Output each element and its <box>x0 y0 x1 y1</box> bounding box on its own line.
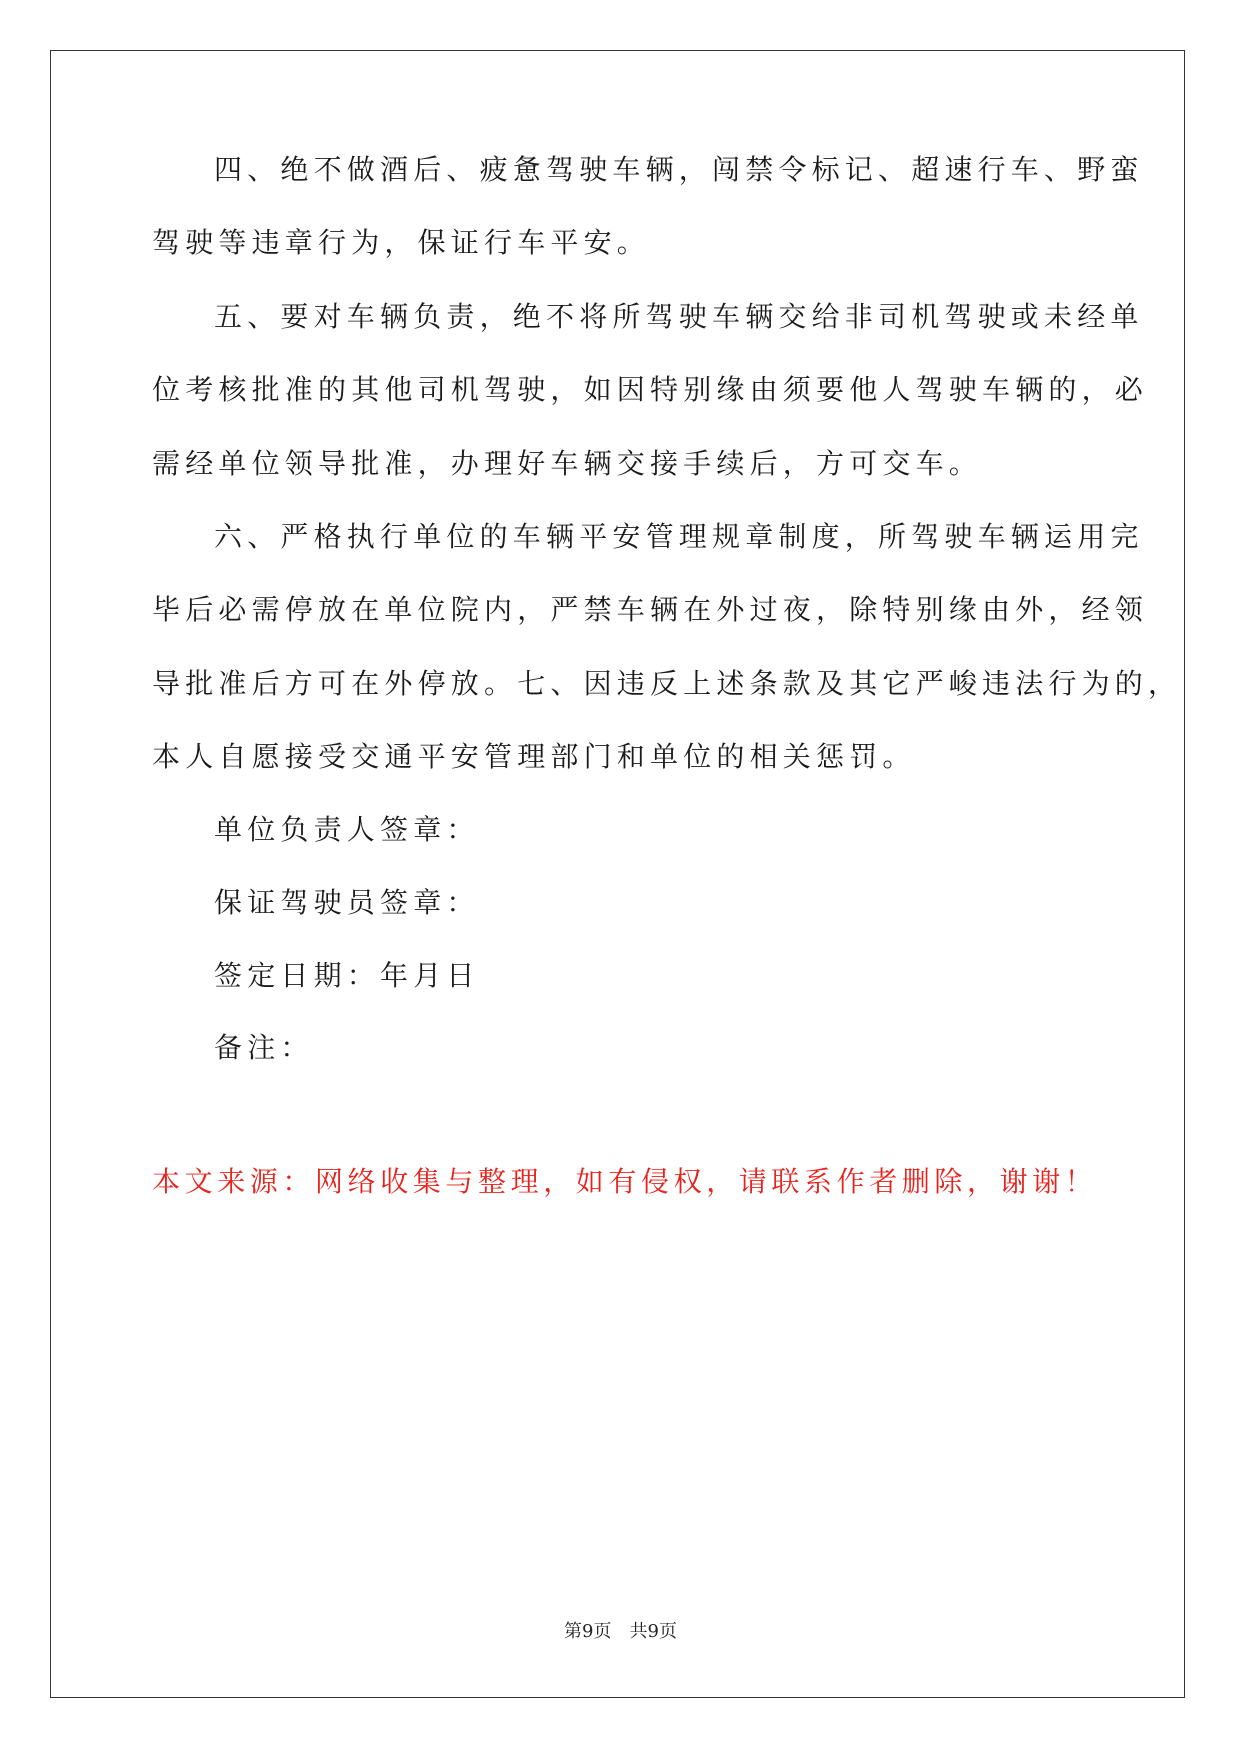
paragraph-5-line-2: 位考核批准的其他司机驾驶，如因特别缘由须要他人驾驶车辆的，必 <box>152 373 1149 406</box>
signature-driver-label: 保证驾驶员签章： <box>214 886 480 919</box>
remarks-label: 备注： <box>214 1031 314 1064</box>
signature-unit-label: 单位负责人签章： <box>214 813 480 846</box>
page-border <box>50 50 1185 1698</box>
sign-date-label: 签定日期：年月日 <box>214 959 480 992</box>
paragraph-5-line-1: 五、要对车辆负责，绝不将所驾驶车辆交给非司机驾驶或未经单 <box>214 300 1144 333</box>
page-number-total: 共9页 <box>629 1621 677 1642</box>
paragraph-5-line-3: 需经单位领导批准，办理好车辆交接手续后，方可交车。 <box>152 447 983 480</box>
page-number-current: 第9页 <box>564 1621 612 1642</box>
source-notice: 本文来源：网络收集与整理，如有侵权，请联系作者删除，谢谢！ <box>152 1165 1098 1198</box>
paragraph-6-line-2: 毕后必需停放在单位院内，严禁车辆在外过夜，除特别缘由外，经领 <box>152 593 1149 626</box>
paragraph-6-line-4: 本人自愿接受交通平安管理部门和单位的相关惩罚。 <box>152 740 916 773</box>
paragraph-4-line-2: 驾驶等违章行为，保证行车平安。 <box>152 226 651 259</box>
paragraph-6-line-1: 六、严格执行单位的车辆平安管理规章制度，所驾驶车辆运用完 <box>214 520 1144 553</box>
page-footer <box>0 1620 1241 1644</box>
paragraph-6-line-3: 导批准后方可在外停放。七、因违反上述条款及其它严峻违法行为的， <box>152 667 1182 700</box>
paragraph-4-line-1: 四、绝不做酒后、疲惫驾驶车辆，闯禁令标记、超速行车、野蛮 <box>214 153 1144 186</box>
